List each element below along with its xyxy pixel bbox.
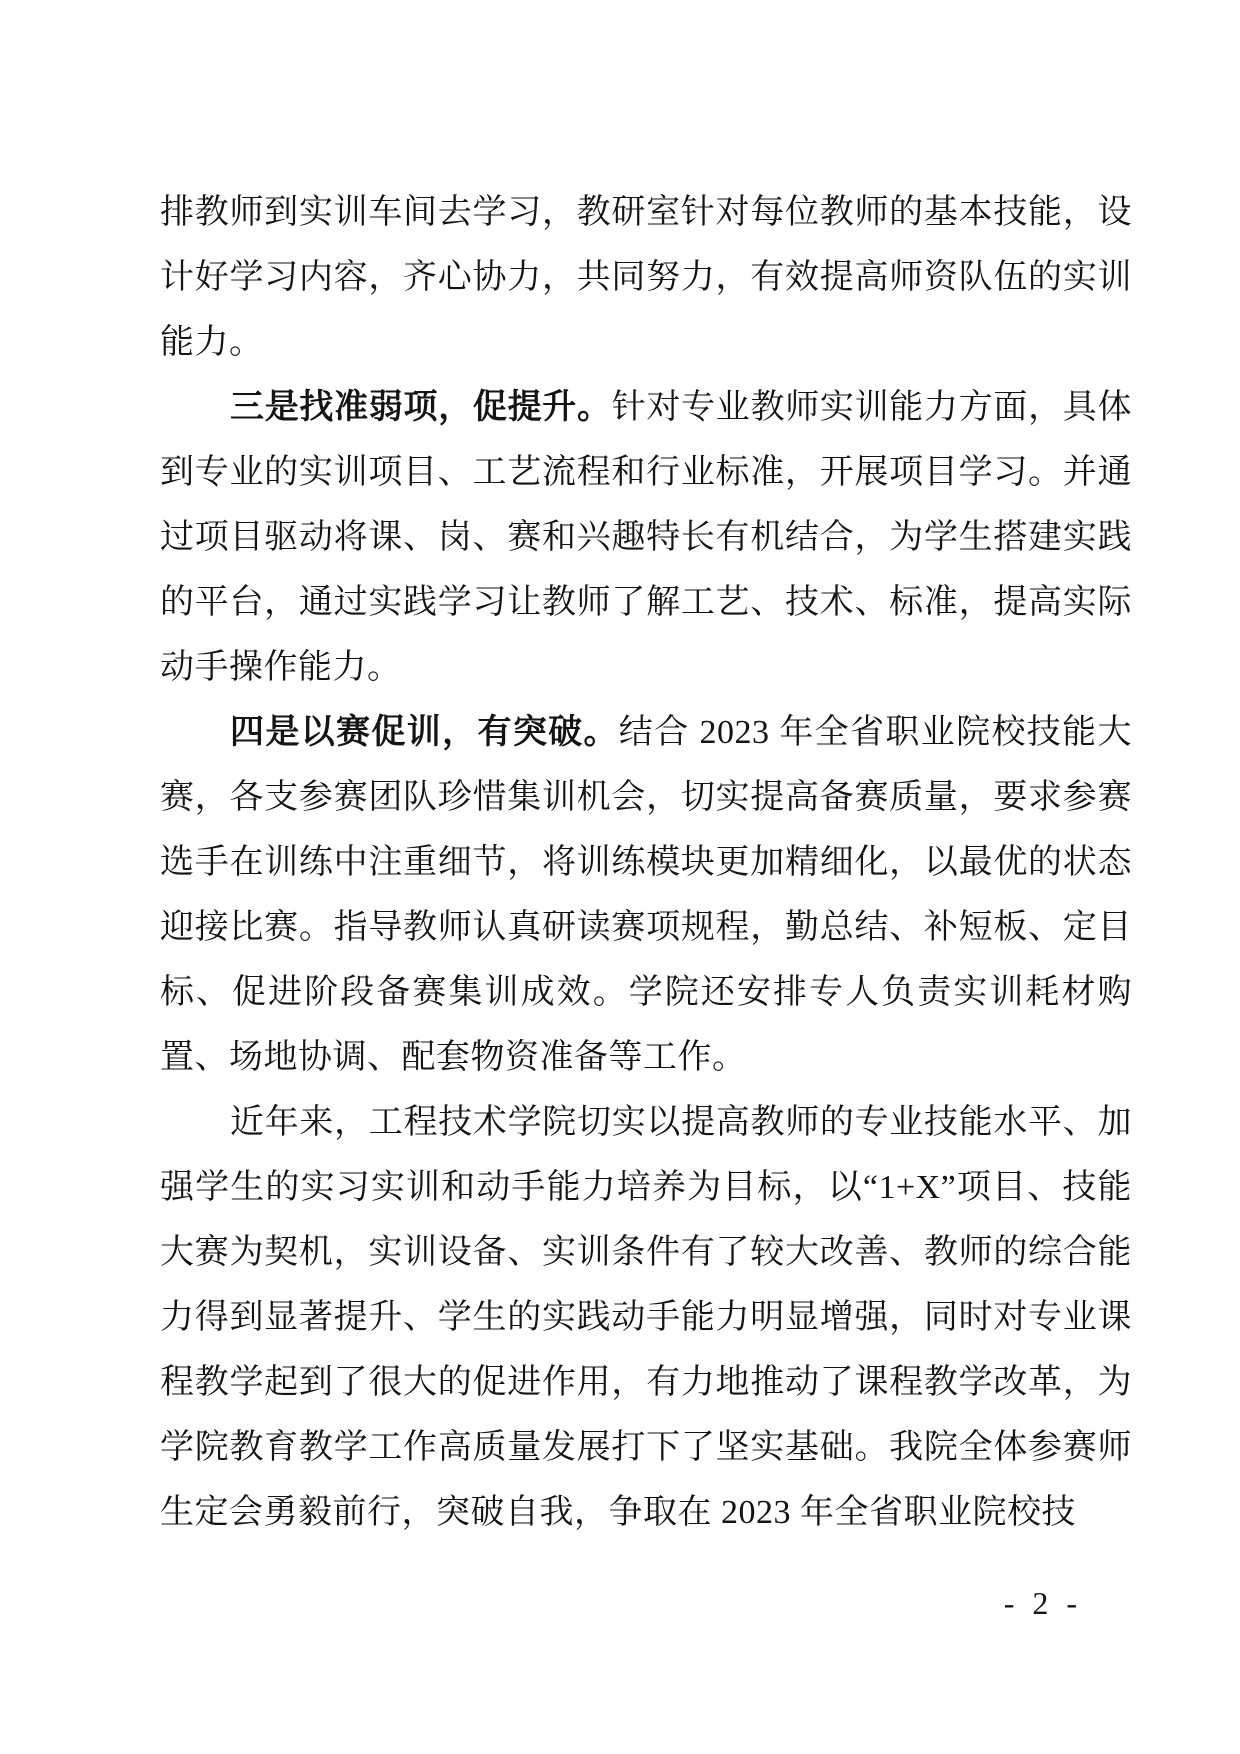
page-number: - 2 -: [1003, 1585, 1082, 1621]
paragraph-continuation: [160, 180, 1132, 375]
paragraph-bold-lead: 三是找准弱项，促提升。: [230, 389, 612, 426]
paragraph-bold-lead: 四是以赛促训，有突破。: [230, 714, 619, 751]
paragraph-point-three: [160, 375, 1132, 700]
paragraph-point-four: [160, 700, 1132, 1090]
paragraph-text: 排教师到实训车间去学习，教研室针对每位教师的基本技能，设计好学习内容，齐心协力，共同努力，有效提高师资队伍的实训能力。: [160, 194, 1132, 361]
paragraph-text: 近年来，工程技术学院切实以提高教师的专业技能水平、加强学生的实习实训和动手能力培养为目标，以“1+X”项目、技能大赛为契机，实训设备、实训条件有了较大改善、教师的综合能力得到显著提升、学生的实践动手能力明显增强，同时对专业课程教学起到了很大的促进作用，有力地推动了课程教学改革，为学院教育教学工作高质量发展打下了坚实基础。我院全体参赛师生定会勇毅前行，突破自我，争取在 2023 年全省职业院校技: [160, 1104, 1132, 1531]
paragraph-text: 针对专业教师实训能力方面，具体到专业的实训项目、工艺流程和行业标准，开展项目学习。并通过项目驱动将课、岗、赛和兴趣特长有机结合，为学生搭建实践的平台，通过实践学习让教师了解工艺、技术、标准，提高实际动手操作能力。: [160, 389, 1133, 686]
document-body: [160, 180, 1132, 1545]
paragraph-text: 结合 2023 年全省职业院校技能大赛，各支参赛团队珍惜集训机会，切实提高备赛质量，要求参赛选手在训练中注重细节，将训练模块更加精细化，以最优的状态迎接比赛。指导教师认真研读赛项规程，勤总结、补短板、定目标、促进阶段备赛集训成效。学院还安排专人负责实训耗材购置、场地协调、配套物资准备等工作。: [160, 714, 1133, 1076]
paragraph-summary: [160, 1090, 1132, 1545]
